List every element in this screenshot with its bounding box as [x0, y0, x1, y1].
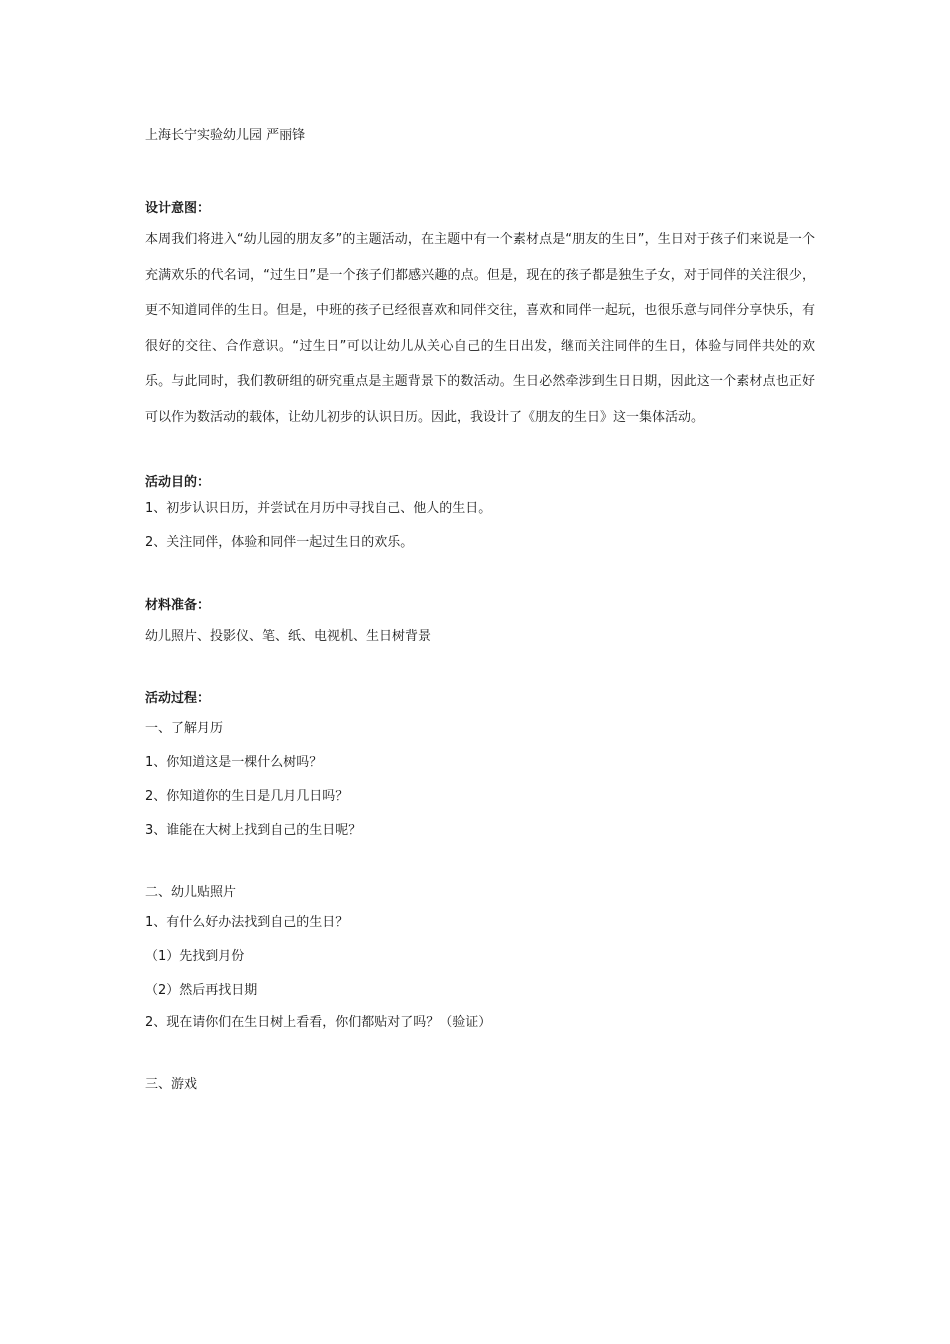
materials-text: 幼儿照片、投影仪、笔、纸、电视机、生日树背景 [145, 629, 432, 644]
process-part2-title: 二、幼儿贴照片 [145, 885, 237, 900]
design-heading: 设计意图： [145, 201, 211, 216]
process-part2-item: （1）先找到月份 [145, 949, 245, 964]
process-part2-item: 2、现在请你们在生日树上看看，你们都贴对了吗？（验证） [145, 1015, 492, 1030]
design-paragraph: 本周我们将进入“幼儿园的朋友多”的主题活动，在主题中有一个素材点是“朋友的生日”，生日对于孩子们来说是一个充满欢乐的代名词，“过生日”是一个孩子们都感兴趣的点。但是，现在的孩子都是独生子女，对于同伴的关注很少，更不知道同伴的生日。但是，中班的孩子已经很喜欢和同伴交往，喜欢和同伴一起玩，也很乐意与同伴分享快乐，有很好的交往、合作意识。“过生日”可以让幼儿从关心自己的生日出发，继而关注同伴的生日，体验与同伴共处的欢乐。与此同时，我们教研组的研究重点是主题背景下的数活动。生日必然牵涉到生日日期，因此这一个素材点也正好可以作为数活动的载体，让幼儿初步的认识日历。因此，我设计了《朋友的生日》这一集体活动。 [145, 232, 815, 425]
process-part2-item: （2）然后再找日期 [145, 983, 258, 998]
process-part2-item: 1、有什么好办法找到自己的生日？ [145, 915, 349, 930]
process-part1-title: 一、了解月历 [145, 721, 224, 736]
process-part1-item: 1、你知道这是一棵什么树吗？ [145, 755, 323, 770]
goals-heading: 活动目的： [145, 475, 211, 490]
process-heading: 活动过程： [145, 691, 211, 706]
author-line: 上海长宁实验幼儿园 严丽锋 [145, 128, 306, 143]
goal-item: 1、初步认识日历，并尝试在月历中寻找自己、他人的生日。 [145, 501, 492, 516]
process-part1-item: 3、谁能在大树上找到自己的生日呢？ [145, 823, 362, 838]
process-part3-title: 三、游戏 [145, 1077, 198, 1092]
document-body [145, 126, 815, 1095]
process-part1-item: 2、你知道你的生日是几月几日吗？ [145, 789, 349, 804]
goal-item: 2、关注同伴，体验和同伴一起过生日的欢乐。 [145, 535, 414, 550]
materials-heading: 材料准备： [145, 598, 211, 613]
